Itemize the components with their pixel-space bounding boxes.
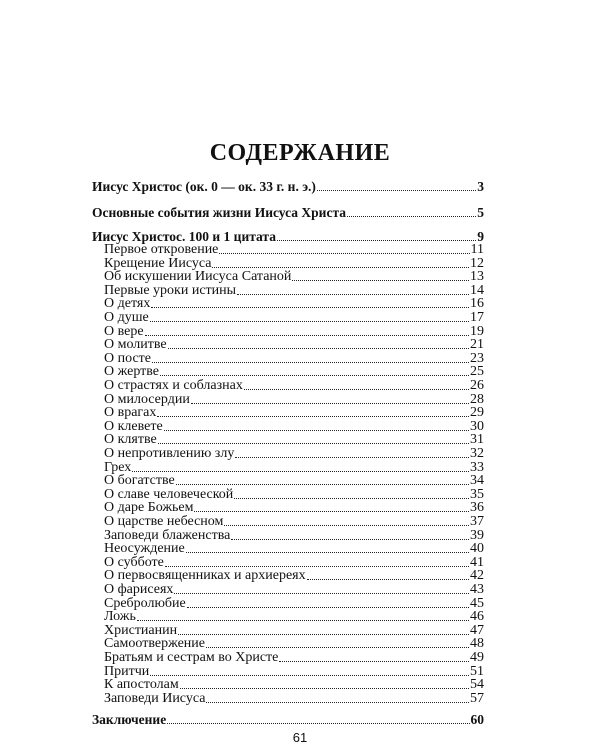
toc-entry-page: 42 (470, 568, 484, 584)
dot-leader (174, 593, 469, 594)
toc-entry-page: 60 (470, 712, 484, 727)
toc-entry-page: 28 (470, 391, 484, 407)
toc-item-entry[interactable] (104, 691, 484, 707)
dot-leader (178, 634, 469, 635)
toc-entry-label: О даре Божьем (104, 500, 194, 516)
toc-entry-label: Притчи (104, 663, 150, 679)
toc-entry-label: Иисус Христос. 100 и 1 цитата (92, 229, 276, 244)
toc-entry-label: Заповеди Иисуса (104, 690, 206, 706)
toc-entry-page: 17 (470, 310, 484, 325)
toc-entry-label: О непротивлению злу (104, 446, 235, 461)
toc-entry-label: Неосуждение (104, 541, 185, 557)
toc-entry-label: О вере (104, 323, 144, 339)
toc-entry-label: О царстве небесном (104, 514, 224, 529)
toc-entry-label: Заповеди блаженства (104, 527, 231, 543)
dot-leader (347, 216, 476, 217)
dot-leader (145, 335, 469, 336)
dot-leader (164, 430, 469, 431)
toc-entry-label: О богатстве (104, 473, 175, 489)
toc-entry-label: О молитве (104, 337, 167, 353)
toc-entry-page: 57 (470, 690, 484, 706)
dot-leader (160, 375, 469, 376)
toc-entry-label: Первое откровение (104, 242, 219, 257)
toc-entry-label: Первые уроки истины (104, 282, 237, 298)
dot-leader (307, 579, 469, 580)
dot-leader (150, 321, 469, 322)
dot-leader (157, 416, 469, 417)
dot-leader (237, 294, 469, 295)
dot-leader (219, 253, 469, 254)
toc-entry-label: О фарисеях (104, 582, 174, 597)
toc-entry-page: 23 (470, 350, 484, 366)
toc-entry-page: 41 (470, 554, 484, 570)
toc-entry-label: Основные события жизни Иисуса Христа (92, 205, 346, 220)
dot-leader (168, 348, 469, 349)
dot-leader (317, 190, 476, 191)
dot-leader (187, 607, 469, 608)
dot-leader (244, 389, 469, 390)
toc-entry-label: О страстях и соблазнах (104, 378, 243, 393)
toc-entry-page: 13 (470, 269, 484, 285)
toc-entry-label: Самоотвержение (104, 636, 205, 652)
toc-entry-page: 33 (470, 459, 484, 475)
toc-entry-page: 14 (470, 282, 484, 298)
toc-entry-page: 29 (470, 405, 484, 421)
toc-entry-page: 12 (470, 255, 484, 271)
dot-leader (158, 443, 469, 444)
toc-entry-page: 3 (477, 179, 484, 194)
toc-entry-label: Христианин (104, 622, 178, 638)
toc-entry-label: Сребролюбие (104, 595, 186, 611)
toc-conclusion-entry[interactable] (92, 712, 484, 728)
toc-entry-label: Об искушении Иисуса Сатаной (104, 269, 292, 285)
toc-entry-page: 34 (470, 473, 484, 489)
toc-entry-page: 31 (470, 432, 484, 448)
toc-entry-page: 40 (470, 541, 484, 557)
page-number: 61 (292, 730, 308, 745)
toc-entry-label: О душе (104, 310, 149, 325)
toc-section-entry[interactable] (92, 205, 484, 221)
toc-entry-label: Братьям и сестрам во Христе (104, 650, 279, 665)
toc-entry-page: 9 (477, 229, 484, 244)
dot-leader (191, 403, 469, 404)
toc-entry-page: 37 (470, 514, 484, 529)
toc-entry-label: Ложь (104, 609, 136, 625)
dot-leader (206, 647, 469, 648)
dot-leader (165, 566, 469, 567)
toc-entry-label: О детях (104, 296, 151, 312)
toc-entry-page: 39 (470, 527, 484, 543)
toc-entry-page: 36 (470, 500, 484, 516)
toc-entry-page: 25 (470, 364, 484, 380)
dot-leader (132, 471, 469, 472)
dot-leader (180, 688, 469, 689)
toc-entry-page: 5 (477, 205, 484, 220)
toc-entry-page: 54 (470, 677, 484, 693)
dot-leader (206, 702, 469, 703)
toc-entry-page: 32 (470, 446, 484, 461)
dot-leader (231, 539, 469, 540)
toc-entry-label: О первосвященниках и архиереях (104, 568, 306, 584)
toc-entry-label: О субботе (104, 554, 164, 570)
dot-leader (176, 484, 469, 485)
toc-entry-page: 48 (470, 636, 484, 652)
dot-leader (152, 362, 469, 363)
toc-entry-label: О клятве (104, 432, 157, 448)
dot-leader (151, 307, 469, 308)
dot-leader (167, 723, 469, 724)
dot-leader (292, 280, 469, 281)
toc-entry-label: Иисус Христос (ок. 0 — ок. 33 г. н. э.) (92, 179, 316, 194)
toc-entry-label: О славе человеческой (104, 486, 234, 502)
toc-entry-page: 51 (470, 663, 484, 679)
toc-entry-page: 16 (470, 296, 484, 312)
toc-entry-label: К апостолам (104, 677, 179, 693)
dot-leader (194, 511, 469, 512)
dot-leader (234, 498, 469, 499)
toc-entry-page: 46 (470, 609, 484, 625)
toc-entry-page: 35 (470, 486, 484, 502)
toc-entry-page: 26 (470, 378, 484, 393)
toc-entry-label: Заключение (92, 712, 167, 727)
toc-entry-page: 21 (470, 337, 484, 353)
dot-leader (137, 620, 469, 621)
dot-leader (150, 675, 469, 676)
toc-entry-label: Крещение Иисуса (104, 255, 212, 271)
toc-entry-page: 49 (470, 650, 484, 665)
toc-entry-page: 43 (470, 582, 484, 597)
toc-entry-page: 45 (470, 595, 484, 611)
toc-entry-label: О посте (104, 350, 151, 366)
toc-entry-label: О врагах (104, 405, 157, 421)
toc-entry-label: О клевете (104, 418, 163, 434)
toc-entry-label: О милосердии (104, 391, 190, 407)
dot-leader (277, 240, 476, 241)
dot-leader (279, 661, 469, 662)
dot-leader (235, 457, 469, 458)
toc-entry-label: Грех (104, 459, 132, 475)
toc-entry-page: 30 (470, 418, 484, 434)
toc-entry-page: 11 (470, 242, 484, 257)
dot-leader (224, 525, 469, 526)
toc-entry-page: 19 (470, 323, 484, 339)
toc-entry-page: 47 (470, 622, 484, 638)
toc-entry-label: О жертве (104, 364, 159, 380)
dot-leader (186, 552, 469, 553)
page-title: СОДЕРЖАНИЕ (209, 140, 391, 166)
toc-section-entry[interactable] (92, 179, 484, 195)
dot-leader (212, 267, 469, 268)
